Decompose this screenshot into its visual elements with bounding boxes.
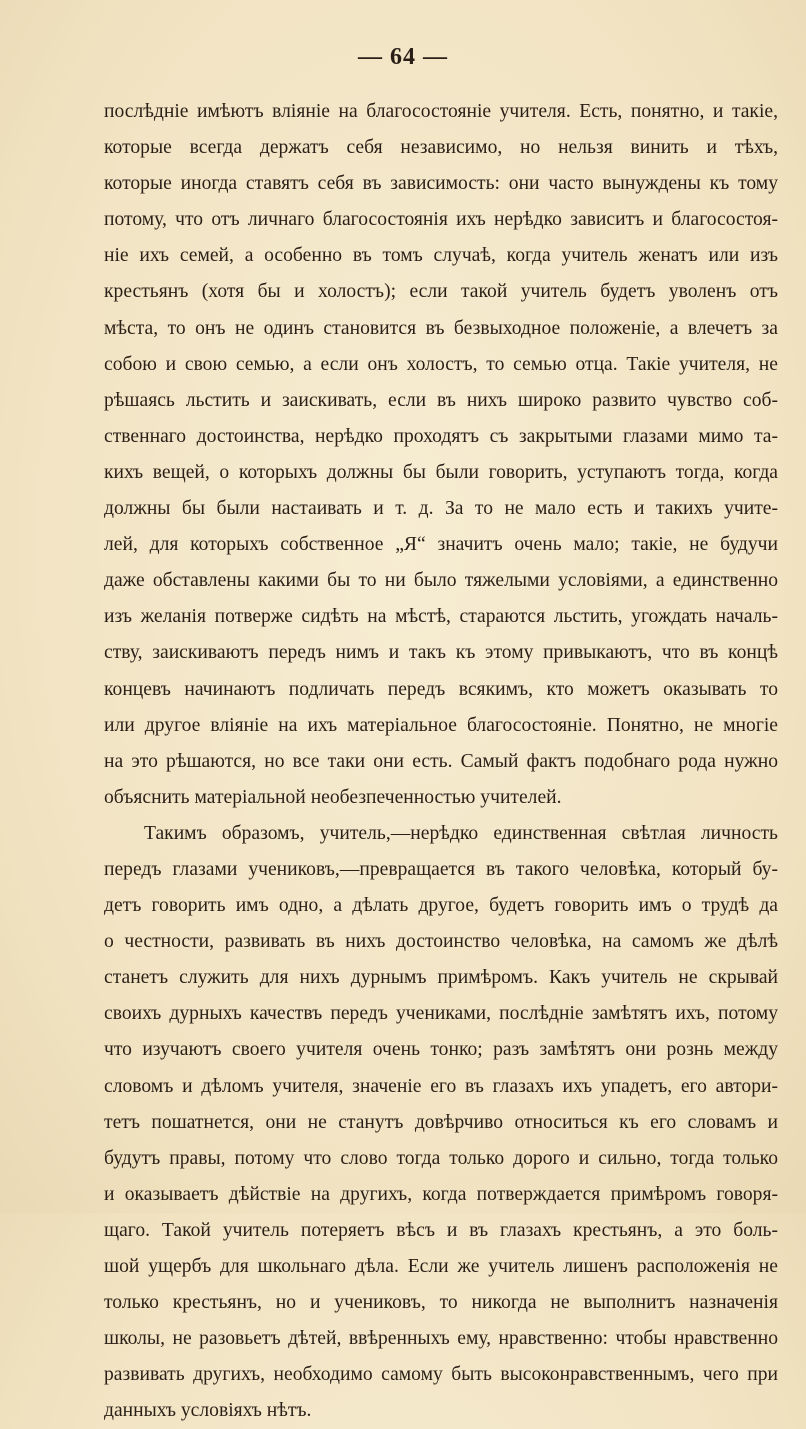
text-line: собою и свою семью, а если онъ холостъ, то семью отца. Такіе учителя, не [104,353,778,375]
body-text [104,94,778,1429]
text-line: на это рѣшаются, но все таки они есть. Самый фактъ подобнаго рода нужно [104,750,778,772]
text-line: тетъ пошатнется, они не станутъ довѣрчиво относиться къ его словамъ и [104,1111,778,1133]
text-line: будутъ правы, потому что слово тогда только дорого и сильно, тогда только [104,1147,778,1169]
paragraph-end-line: объяснить матеріальной необезпеченностью учителей. [104,786,562,808]
paragraph-start-line: Такимъ образомъ, учитель,—нерѣдко единственная свѣтлая личность [144,822,778,844]
text-line: кихъ вещей, о которыхъ должны бы были говорить, уступаютъ тогда, когда [104,461,778,483]
text-line: словомъ и дѣломъ учителя, значеніе его въ глазахъ ихъ упадетъ, его автори- [104,1075,778,1097]
text-line: школы, не разовьетъ дѣтей, ввѣренныхъ ему, нравственно: чтобы нравственно [104,1328,778,1350]
text-line: только крестьянъ, но и учениковъ, то никогда не выполнитъ назначенія [104,1292,778,1314]
text-line: и оказываетъ дѣйствіе на другихъ, когда потверждается примѣромъ говоря- [104,1183,778,1205]
text-line: которые иногда ставятъ себя въ зависимость: они часто вынуждены къ тому [104,173,778,195]
text-line: ственнаго достоинства, нерѣдко проходятъ съ закрытыми глазами мимо та- [104,425,778,447]
text-line: послѣдніе имѣютъ вліяніе на благосостояніе учителя. Есть, понятно, и такіе, [104,101,778,122]
text-line: мѣста, то онъ не одинъ становится въ безвыходное положеніе, а влечетъ за [104,317,778,339]
text-line: лей, для которыхъ собственное „Я“ значитъ очень мало; такіе, не будучи [104,534,778,556]
text-line: щаго. Такой учитель потеряетъ вѣсъ и въ глазахъ крестьянъ, а это боль- [104,1219,778,1241]
text-line: изъ желанія потверже сидѣть на мѣстѣ, стараются льстить, угождать началь- [104,606,778,628]
text-line: развивать другихъ, необходимо самому быть высоконравственнымъ, чего при [104,1364,778,1386]
text-line: что изучаютъ своего учителя очень тонко; разъ замѣтятъ они рознь между [104,1039,778,1061]
text-line: о честности, развивать въ нихъ достоинство человѣка, на самомъ же дѣлѣ [104,931,778,953]
text-line: концевъ начинаютъ подличать передъ всякимъ, кто можетъ оказывать то [104,678,778,700]
paragraph-end-line: данныхъ условіяхъ нѣтъ. [104,1400,312,1422]
text-line: или другое вліяніе на ихъ матеріальное благосостояніе. Понятно, не многіе [104,714,778,736]
text-line: которые всегда держатъ себя независимо, но нельзя винить и тѣхъ, [104,137,778,159]
text-line: ніе ихъ семей, а особенно въ томъ случаѣ, когда учитель женатъ или изъ [104,245,778,267]
page-number: — 64 — [358,44,448,70]
text-line: детъ говорить имъ одно, а дѣлать другое, будетъ говорить имъ о трудѣ да [104,895,778,917]
text-line: даже обставлены какими бы то ни было тяжелыми условіями, а единственно [104,570,778,592]
text-line: шой ущербъ для школьнаго дѣла. Если же учитель лишенъ расположенія не [104,1256,778,1277]
text-line: рѣшаясь льстить и заискивать, если въ нихъ широко развито чувство соб- [104,389,778,411]
text-line: своихъ дурныхъ качествъ передъ учениками, послѣдніе замѣтятъ ихъ, потому [104,1003,778,1025]
text-line: крестьянъ (хотя бы и холостъ); если такой учитель будетъ уволенъ отъ [104,281,778,303]
text-line: станетъ служить для нихъ дурнымъ примѣромъ. Какъ учитель не скрывай [104,967,778,989]
text-line: потому, что отъ личнаго благосостоянія ихъ нерѣдко зависитъ и благосостоя- [104,209,778,231]
text-line: передъ глазами учениковъ,—превращается въ такого человѣка, который бу- [104,858,778,880]
text-line: должны бы были настаивать и т. д. За то не мало есть и такихъ учите- [104,498,778,520]
text-line: ству, заискиваютъ передъ нимъ и такъ къ этому привыкаютъ, что въ концѣ [104,642,778,664]
